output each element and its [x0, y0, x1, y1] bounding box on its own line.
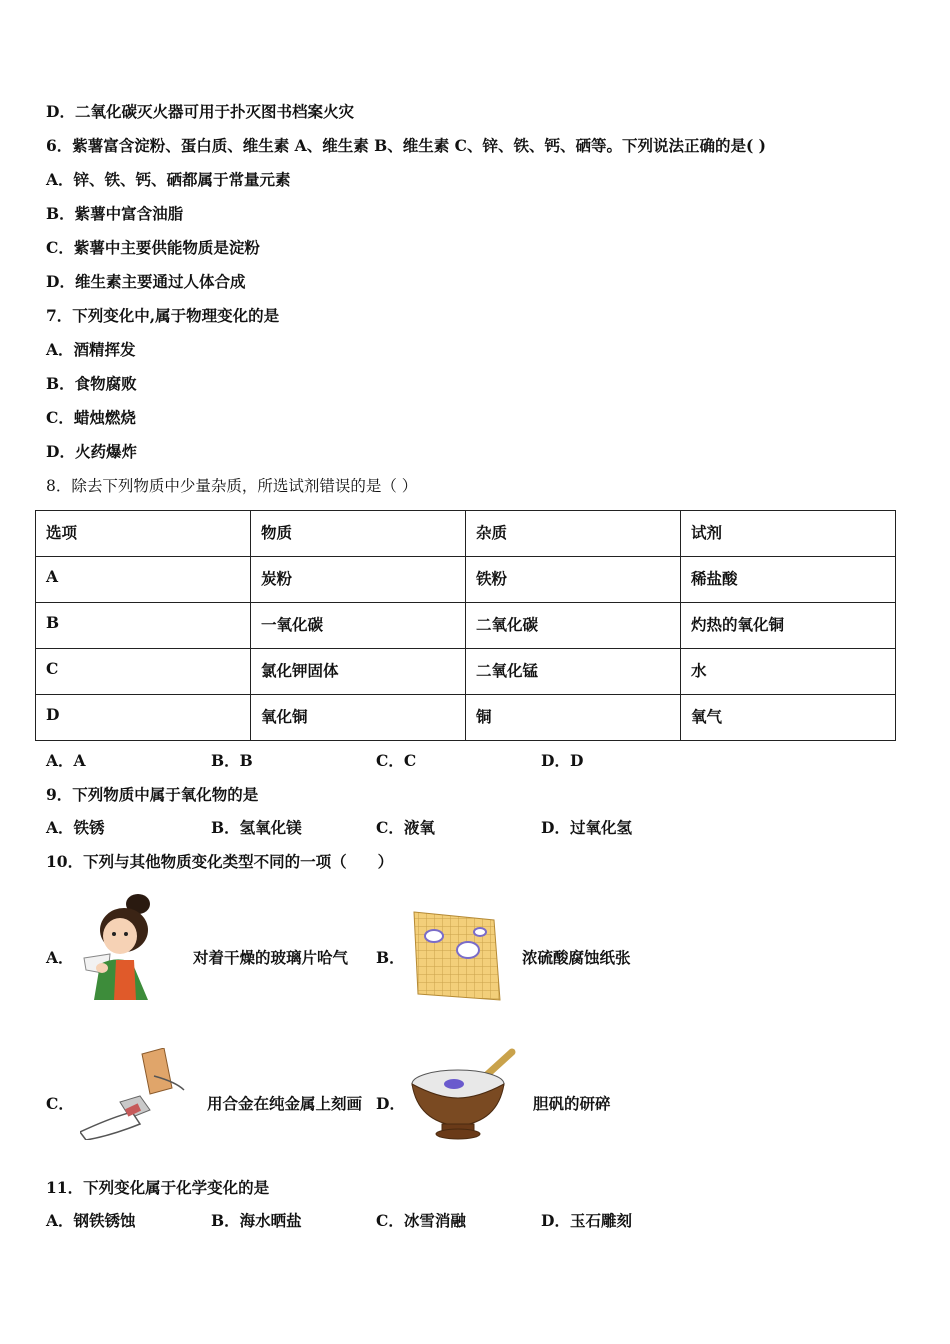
q6-option-d: D．维生素主要通过人体合成 — [46, 272, 246, 291]
q9-option-a: A．铁锈 — [46, 818, 105, 837]
q9-option-b: B．氢氧化镁 — [211, 818, 302, 837]
q10-option-b-caption: 浓硫酸腐蚀纸张 — [522, 948, 631, 967]
q7-option-d: D．火药爆炸 — [46, 442, 137, 461]
q10-option-a-caption: 对着干燥的玻璃片哈气 — [193, 948, 349, 967]
q7-option-b: B．食物腐败 — [46, 374, 137, 393]
q8-option-d: D．D — [541, 751, 584, 770]
table-cell: 氯化钾固体 — [251, 649, 466, 695]
q6-option-c: C．紫薯中主要供能物质是淀粉 — [46, 238, 260, 257]
mortar-and-pestle-illustration — [408, 1046, 518, 1142]
q8-stem: 8．除去下列物质中少量杂质，所选试剂错误的是（ ） — [46, 477, 418, 495]
q9-option-d: D．过氧化氢 — [541, 818, 632, 837]
table-row — [36, 557, 896, 603]
q11-option-a: A．钢铁锈蚀 — [46, 1211, 136, 1230]
table-cell: 二氧化碳 — [466, 603, 681, 649]
q11-option-b: B．海水晒盐 — [211, 1211, 302, 1230]
q10-option-b-letter: B． — [376, 948, 405, 967]
table-header-row — [36, 511, 896, 557]
table-row — [36, 603, 896, 649]
table-cell: B — [36, 603, 251, 649]
table-cell: A — [36, 557, 251, 603]
girl-breathing-on-glass-illustration — [76, 890, 166, 1002]
q5-option-d: D．二氧化碳灭火器可用于扑灭图书档案火灾 — [46, 102, 354, 121]
table-header-cell: 物质 — [251, 511, 466, 557]
q8-option-a: A．A — [46, 751, 86, 770]
table-row — [36, 695, 896, 741]
q7-option-a: A．酒精挥发 — [46, 340, 136, 359]
q8-table — [35, 510, 896, 741]
table-cell: 灼热的氧化铜 — [681, 603, 896, 649]
table-cell: 一氧化碳 — [251, 603, 466, 649]
q7-option-c: C．蜡烛燃烧 — [46, 408, 136, 427]
table-cell: 水 — [681, 649, 896, 695]
table-cell: 稀盐酸 — [681, 557, 896, 603]
q9-option-c: C．液氧 — [376, 818, 435, 837]
corroded-paper-illustration — [410, 910, 502, 1002]
table-cell: 二氧化锰 — [466, 649, 681, 695]
q6-option-b: B．紫薯中富含油脂 — [46, 204, 184, 223]
q8-option-b: B．B — [211, 751, 253, 770]
q11-option-d: D．玉石雕刻 — [541, 1211, 632, 1230]
q10-option-c-letter: C． — [46, 1094, 74, 1113]
q8-option-c: C．C — [376, 751, 417, 770]
q10-option-d-caption: 胆矾的研碎 — [533, 1094, 611, 1113]
alloy-scratching-metal-illustration — [80, 1048, 186, 1140]
table-cell: 铁粉 — [466, 557, 681, 603]
q10-option-c-caption: 用合金在纯金属上刻画 — [207, 1094, 363, 1113]
table-cell: 氧气 — [681, 695, 896, 741]
table-header-cell: 杂质 — [466, 511, 681, 557]
table-cell: 氧化铜 — [251, 695, 466, 741]
table-header-cell: 选项 — [36, 511, 251, 557]
table-cell: 铜 — [466, 695, 681, 741]
q7-stem: 7．下列变化中,属于物理变化的是 — [46, 306, 280, 325]
q6-stem: 6．紫薯富含淀粉、蛋白质、维生素 A、维生素 B、维生素 C、锌、铁、钙、硒等。下列说法正确的是( ) — [46, 136, 767, 155]
q10-option-d-letter: D． — [376, 1094, 405, 1113]
table-row — [36, 649, 896, 695]
q11-option-c: C．冰雪消融 — [376, 1211, 466, 1230]
table-cell: 炭粉 — [251, 557, 466, 603]
table-header-cell: 试剂 — [681, 511, 896, 557]
table-cell: D — [36, 695, 251, 741]
q10-stem: 10．下列与其他物质变化类型不同的一项（ ） — [46, 852, 394, 871]
q6-option-a: A．锌、铁、钙、硒都属于常量元素 — [46, 170, 291, 189]
table-cell: C — [36, 649, 251, 695]
q10-option-a-letter: A． — [46, 948, 74, 967]
q9-stem: 9．下列物质中属于氧化物的是 — [46, 785, 259, 804]
q11-stem: 11．下列变化属于化学变化的是 — [46, 1178, 270, 1197]
